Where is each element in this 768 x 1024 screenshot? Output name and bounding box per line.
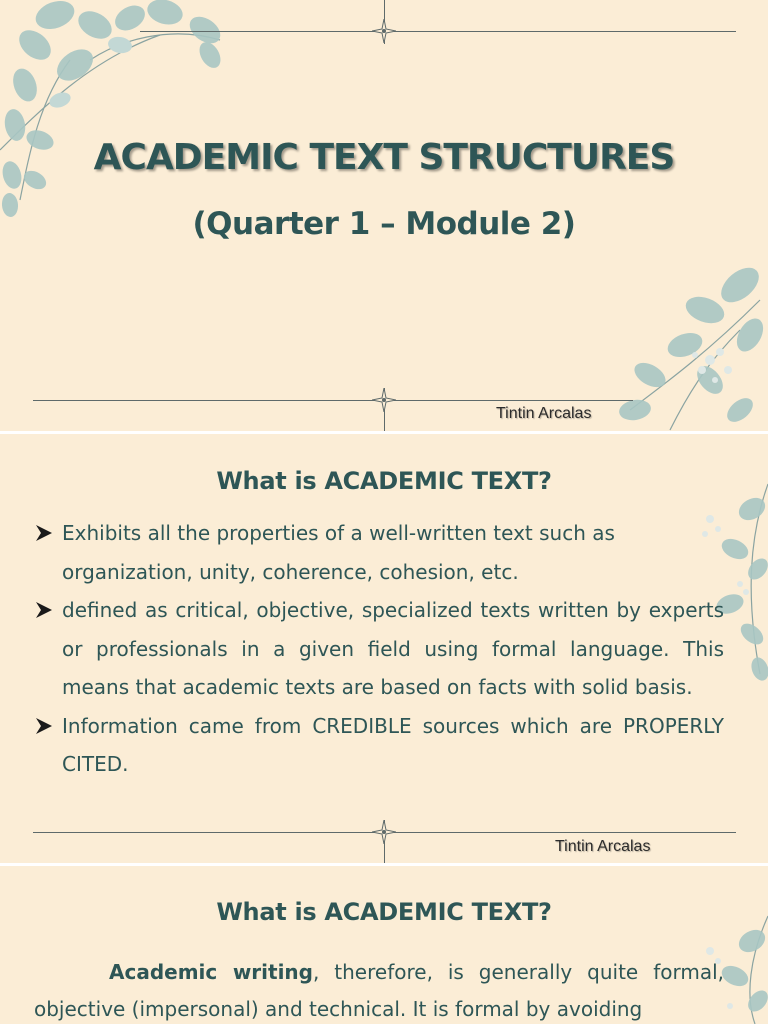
- bold-term: Academic writing: [109, 960, 313, 984]
- star-ornament-icon: [372, 388, 396, 412]
- page-title: ACADEMIC TEXT STRUCTURES: [93, 137, 675, 178]
- leaf-decoration-bottom-right: [610, 260, 768, 431]
- star-ornament-icon: [372, 820, 396, 844]
- slide-definition: [0, 434, 768, 863]
- paragraph-text: , therefore, is generally quite formal, objective (impersonal) and technical. It is formal by avoiding: [34, 960, 724, 1021]
- body-paragraph: [34, 954, 724, 1024]
- slide-title: [0, 0, 768, 431]
- arrow-bullet-icon: [34, 600, 56, 620]
- leaf-decoration-top-left: [0, 0, 240, 220]
- page-subtitle: (Quarter 1 – Module 2): [192, 206, 576, 242]
- list-item: [34, 514, 632, 591]
- list-item: [34, 591, 724, 707]
- star-ornament-icon: [372, 19, 396, 43]
- slide-heading: What is ACADEMIC TEXT?: [216, 467, 552, 495]
- bullet-list: [34, 514, 724, 784]
- slide-heading: What is ACADEMIC TEXT?: [216, 898, 552, 926]
- author-name: Tintin Arcalas: [496, 405, 592, 422]
- slide-academic-writing: [0, 866, 768, 1024]
- arrow-bullet-icon: [34, 523, 56, 543]
- bottom-divider-line: [33, 400, 633, 401]
- arrow-bullet-icon: [34, 716, 56, 736]
- bullet-text: defined as critical, objective, specialized texts written by experts or professionals in a given field using formal language. This means that academic texts are based on facts with solid basis.: [62, 598, 724, 699]
- bullet-text: Information came from CREDIBLE sources which are PROPERLY CITED.: [62, 713, 724, 776]
- list-item: [34, 707, 724, 784]
- top-divider-line: [140, 31, 736, 32]
- author-name: Tintin Arcalas: [555, 838, 651, 855]
- bullet-text: Exhibits all the properties of a well-written text such as organization, unity, coherence, cohesion, etc.: [62, 521, 615, 584]
